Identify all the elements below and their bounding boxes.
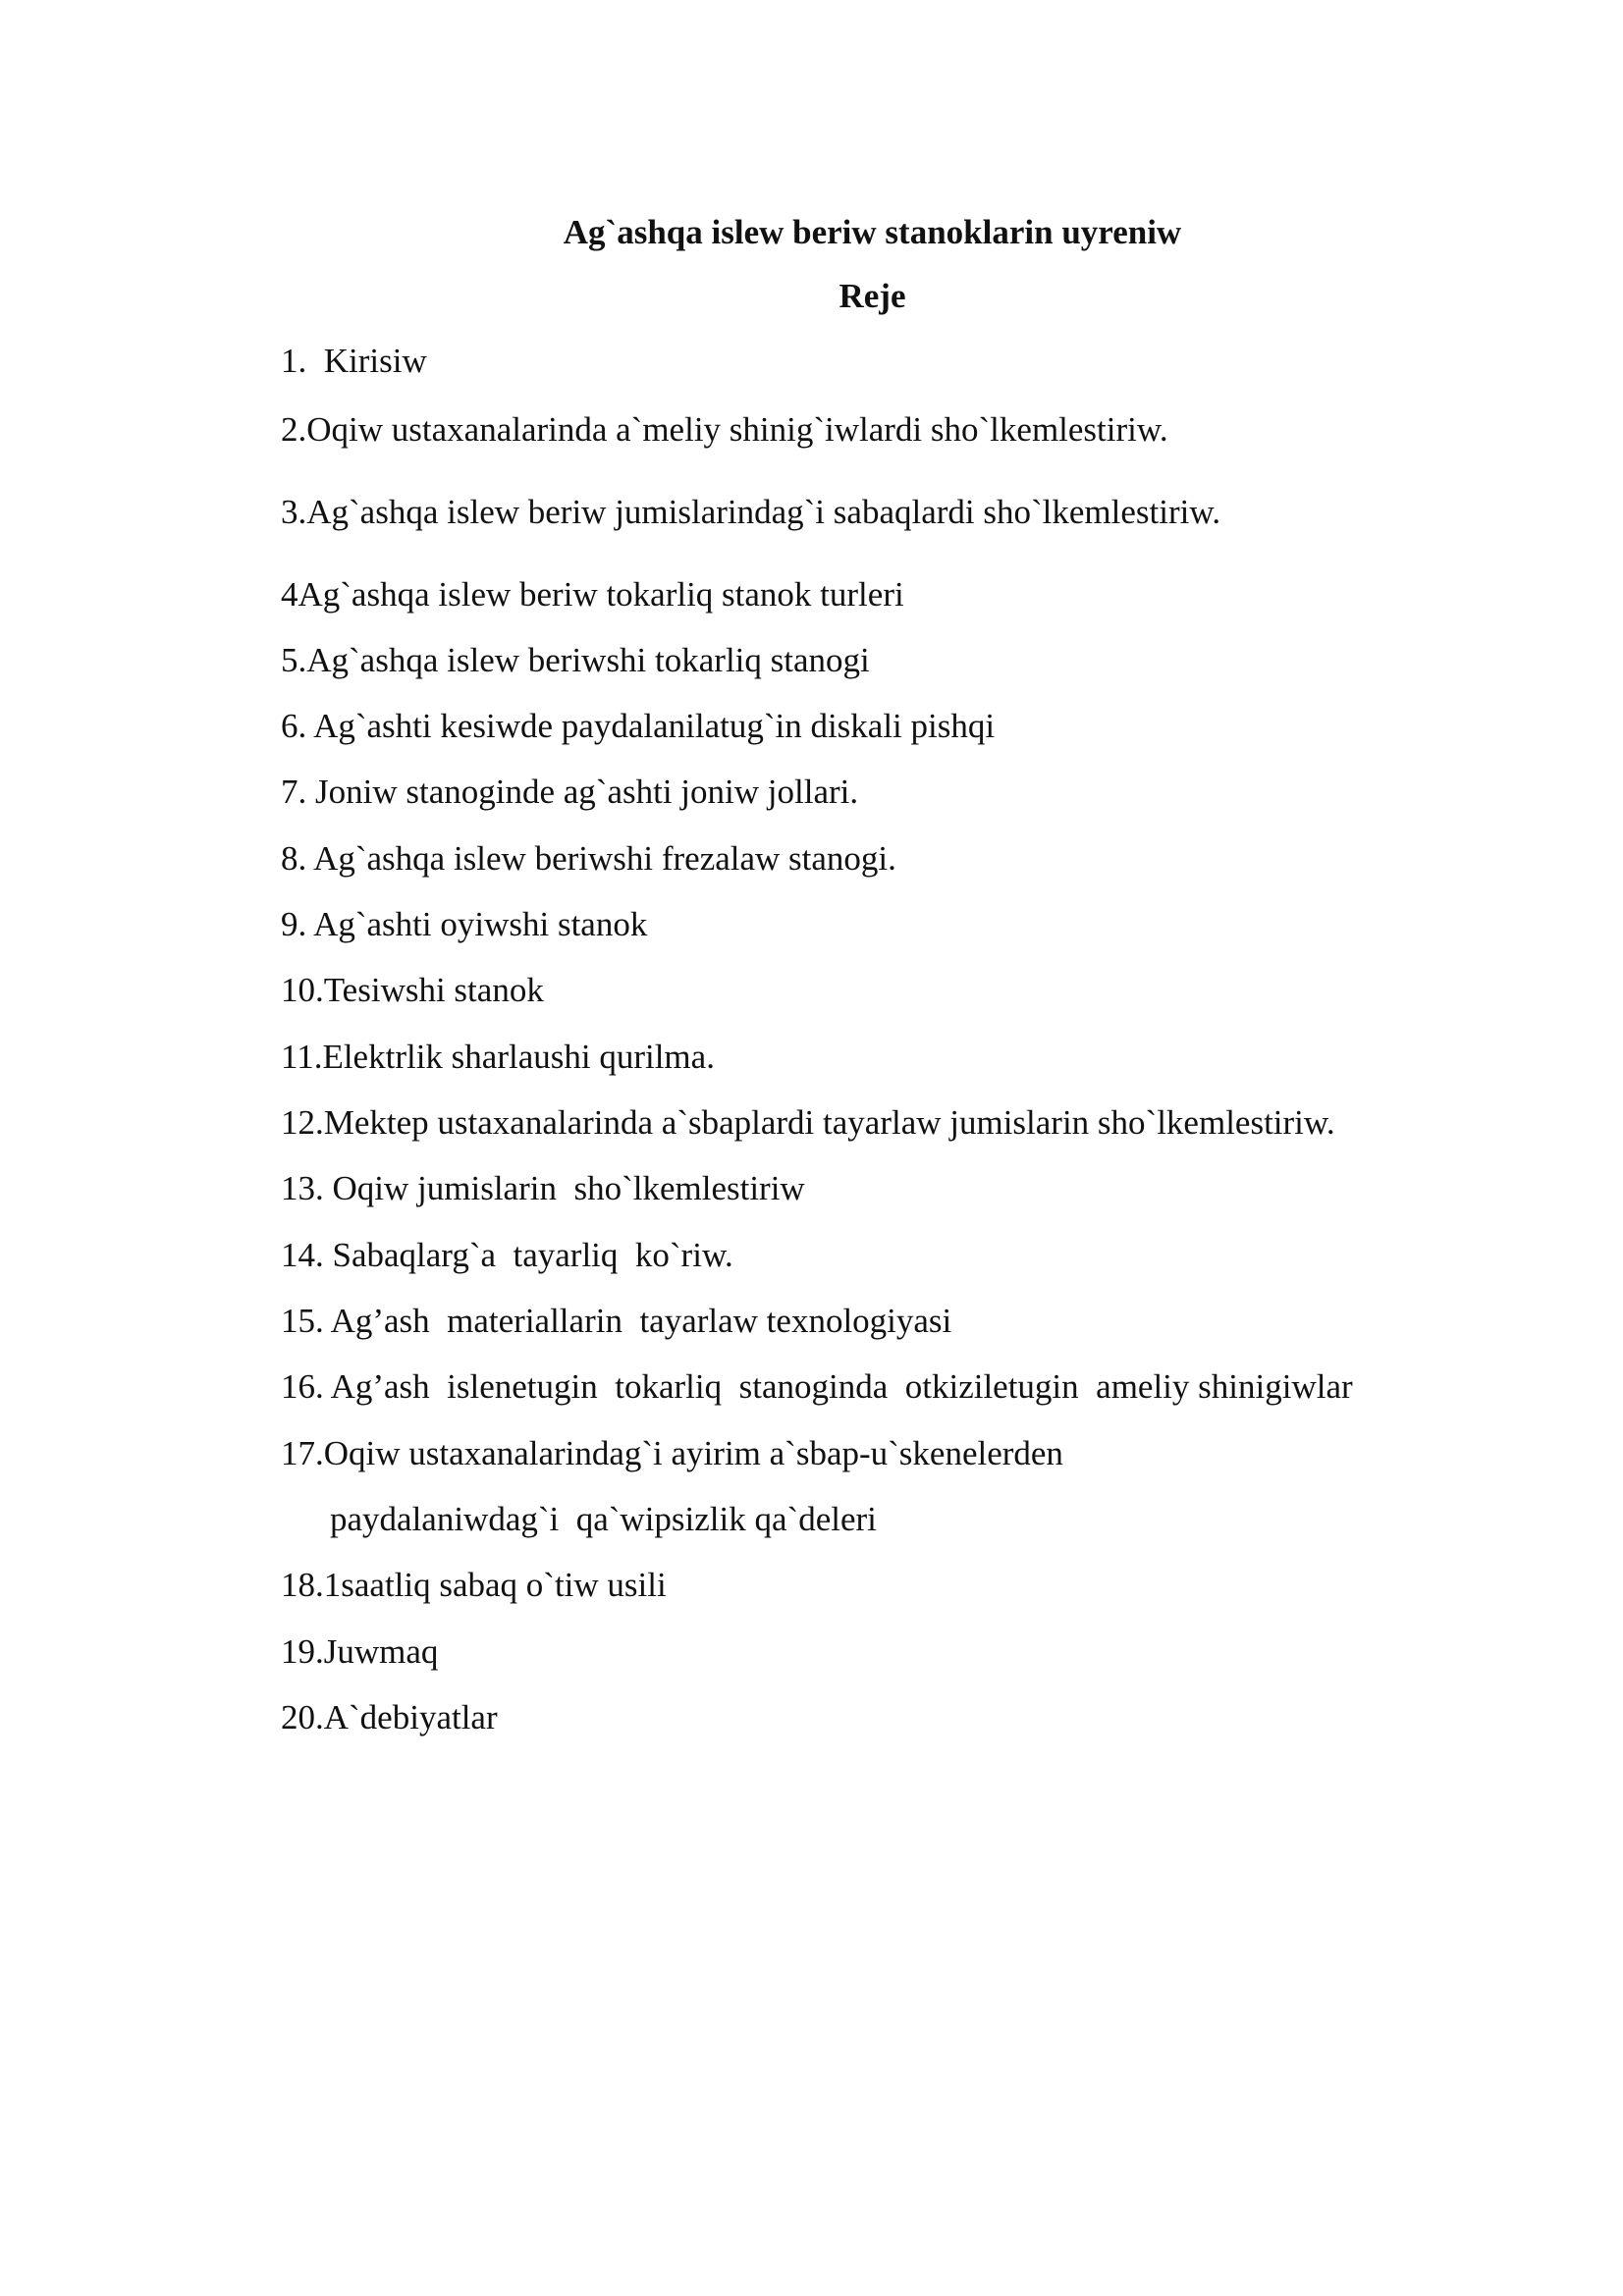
plan-item-20: 20.A`debiyatlar <box>281 1698 498 1736</box>
plan-item-9: 9. Ag`ashti oyiwshi stanok <box>281 905 648 943</box>
plan-item-6: 6. Ag`ashti kesiwde paydalanilatug`in diskali pishqi <box>281 707 996 745</box>
plan-item-14: 14. Sabaqlarg`a tayarliq ko`riw. <box>281 1236 733 1274</box>
plan-item-4: 4Ag`ashqa islew beriw tokarliq stanok turleri <box>281 575 904 614</box>
plan-item-8: 8. Ag`ashqa islew beriwshi frezalaw stanogi. <box>281 839 896 878</box>
plan-item-13: 13. Oqiw jumislarin sho`lkemlestiriw <box>281 1169 805 1207</box>
plan-item-17-continuation: paydalaniwdag`i qa`wipsizlik qa`deleri <box>330 1500 877 1538</box>
document-title: Ag`ashqa islew beriw stanoklarin uyreniw <box>563 213 1182 251</box>
plan-item-7: 7. Joniw stanoginde ag`ashti joniw jollari. <box>281 773 859 811</box>
plan-item-10: 10.Tesiwshi stanok <box>281 971 544 1009</box>
plan-item-12: 12.Mektep ustaxanalarinda a`sbaplardi tayarlaw jumislarin sho`lkemlestiriw. <box>281 1103 1335 1142</box>
document-subtitle: Reje <box>839 277 906 315</box>
plan-item-17: 17.Oqiw ustaxanalarindag`i ayirim a`sbap-u`skenelerden <box>281 1434 1063 1472</box>
plan-item-19: 19.Juwmaq <box>281 1632 439 1671</box>
plan-item-11: 11.Elektrlik sharlaushi qurilma. <box>281 1038 715 1076</box>
plan-item-15: 15. Ag’ash materiallarin tayarlaw texnologiyasi <box>281 1302 952 1340</box>
plan-item-16: 16. Ag’ash islenetugin tokarliq stanoginda otkiziletugin ameliy shinigiwlar <box>281 1367 1353 1406</box>
plan-item-18: 18.1saatliq sabaq o`tiw usili <box>281 1566 667 1604</box>
plan-item-2: 2.Oqiw ustaxanalarinda a`meliy shinig`iwlardi sho`lkemlestiriw. <box>281 410 1168 449</box>
plan-item-3: 3.Ag`ashqa islew beriw jumislarindag`i sabaqlardi sho`lkemlestiriw. <box>281 493 1221 531</box>
plan-item-5: 5.Ag`ashqa islew beriwshi tokarliq stanogi <box>281 641 870 679</box>
plan-item-1: 1. Kirisiw <box>281 342 427 380</box>
